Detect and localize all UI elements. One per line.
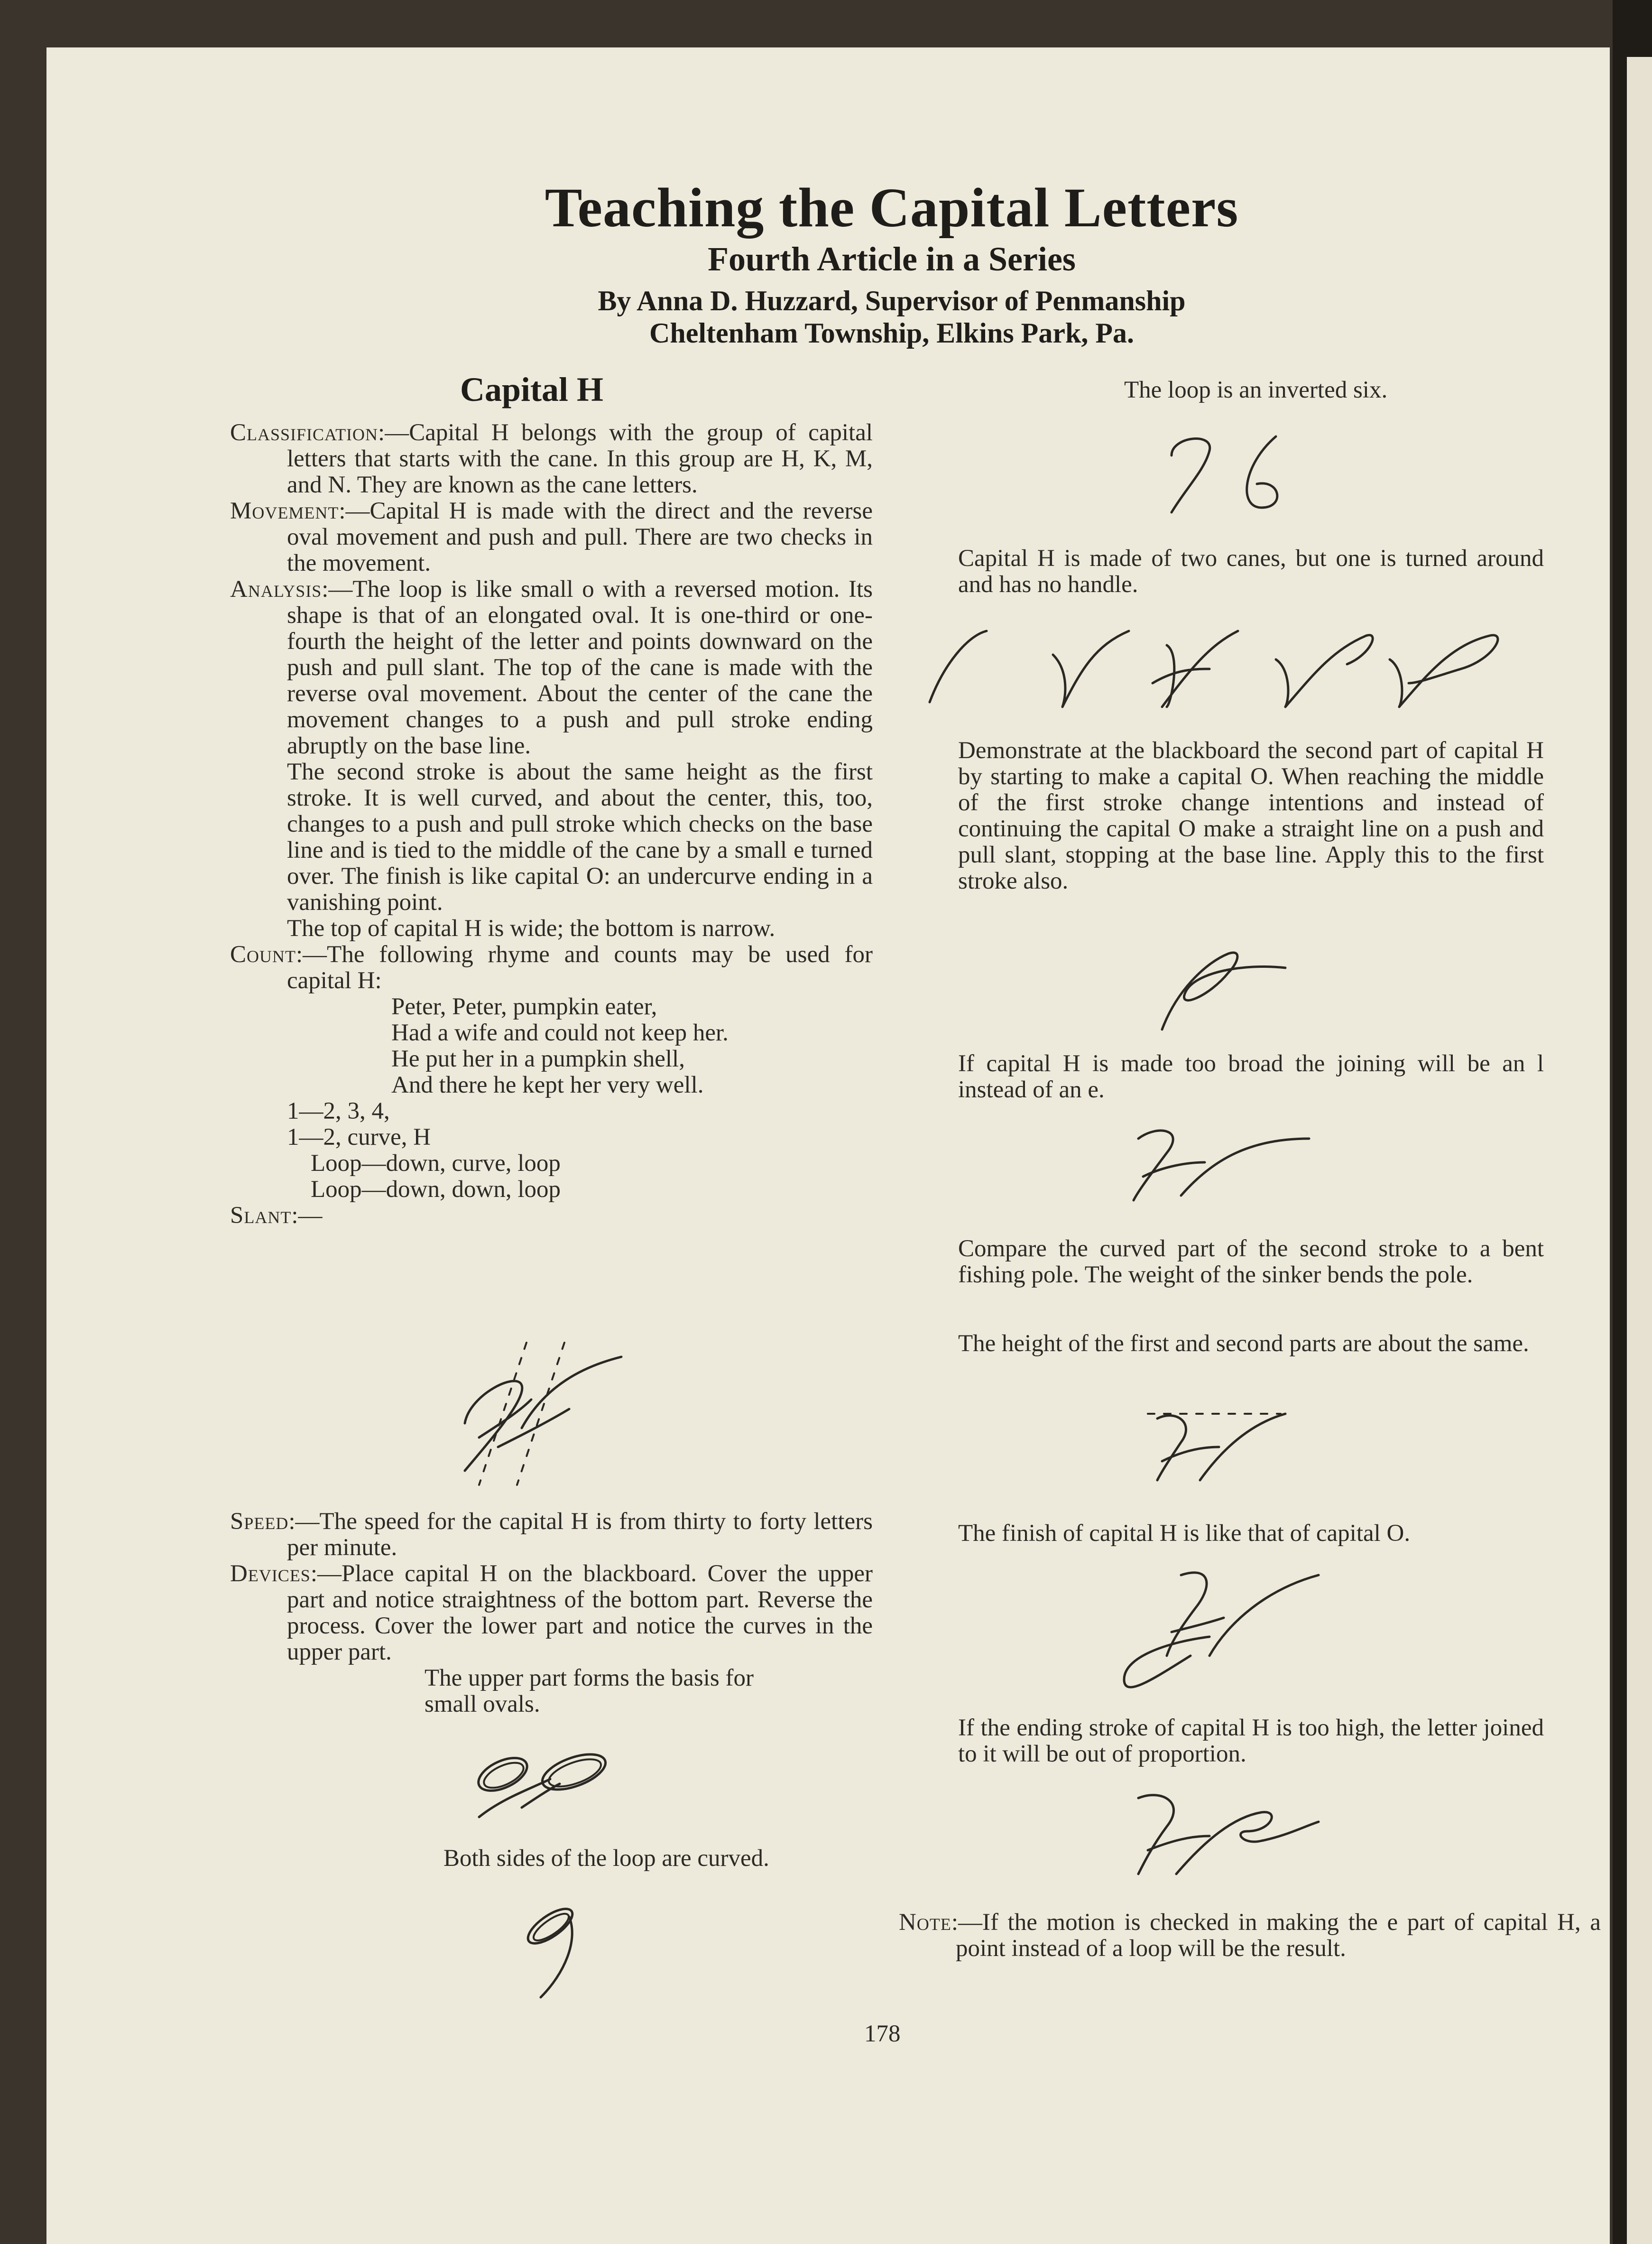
- finish-h-illustration: [1115, 1566, 1333, 1708]
- movement-paragraph: [230, 498, 873, 576]
- count-label: Count: [230, 941, 296, 968]
- left-column-text: [230, 420, 873, 1229]
- count-line: 1—2, curve, H: [287, 1124, 431, 1150]
- two-canes-paragraph: Capital H is made of two canes, but one is turned around and has no handle.: [958, 545, 1544, 598]
- note-label: Note: [899, 1909, 951, 1936]
- ovals-caption-line-2: small ovals.: [425, 1691, 540, 1717]
- count-paragraph: [230, 942, 873, 994]
- speed-label: Speed: [230, 1508, 289, 1535]
- height-paragraph: The height of the first and second parts are about the same.: [958, 1330, 1529, 1357]
- movement-label: Movement: [230, 498, 339, 524]
- demonstrate-paragraph: Demonstrate at the blackboard the second part of capital H by starting to make a capital O. When reaching the middle of the first stroke change intentions and instead of continuing the capital O make a straight line on a push and pull slant, stopping at the base line. Apply this to the first stroke also.: [958, 737, 1544, 894]
- curved-loop-illustration: [517, 1902, 602, 2002]
- devices-paragraph: [230, 1561, 873, 1665]
- slant-label: Slant: [230, 1202, 292, 1229]
- ending-stroke-paragraph: If the ending stroke of capital H is too high, the letter joined to it will be out of proportion.: [958, 1715, 1544, 1767]
- classification-label: Classification: [230, 419, 378, 446]
- page-number: 178: [864, 2021, 901, 2047]
- article-title: Teaching the Capital Letters: [545, 176, 1239, 239]
- count-text: :—The following rhyme and counts may be used for capital H:: [287, 941, 873, 994]
- high-ending-h-illustration: [1129, 1789, 1328, 1883]
- small-ovals-illustration: [465, 1746, 636, 1831]
- rhyme-line: Had a wife and could not keep her.: [391, 1020, 729, 1046]
- slant-paragraph: [230, 1203, 873, 1229]
- article-location: Cheltenham Township, Elkins Park, Pa.: [649, 317, 1134, 349]
- next-page-edge: [1627, 57, 1652, 2244]
- article-subtitle: Fourth Article in a Series: [708, 240, 1076, 278]
- slant-text: :—: [291, 1202, 323, 1229]
- equal-height-h-illustration: [1143, 1404, 1314, 1490]
- note-paragraph: [899, 1910, 1601, 1962]
- rhyme-line: And there he kept her very well.: [391, 1072, 704, 1098]
- devices-label: Devices: [230, 1560, 311, 1587]
- capital-o-stroke-illustration: [1148, 944, 1300, 1039]
- inverted-six-illustration: [1157, 427, 1309, 522]
- classification-paragraph: [230, 420, 873, 498]
- left-column-lower-text: [230, 1509, 873, 1717]
- compare-paragraph: Compare the curved part of the second stroke to a bent fishing pole. The weight of the sinker bends the pole.: [958, 1235, 1544, 1288]
- analysis-paragraph-2: The second stroke is about the same height as the first stroke. It is well curved, and about the center, this, too, changes to a push and pull stroke which checks on the base line and is tied to the middle of the cane by a small e turned over. The finish is like capital O: an undercurve ending in a vanishing point.: [287, 759, 873, 916]
- broad-h-illustration: [1129, 1124, 1319, 1210]
- section-title: Capital H: [460, 371, 604, 408]
- ovals-caption-line-1: The upper part forms the basis for: [425, 1665, 754, 1691]
- count-line: Loop—down, down, loop: [311, 1176, 561, 1203]
- rhyme-line: Peter, Peter, pumpkin eater,: [391, 993, 657, 1020]
- speed-text: :—The speed for the capital H is from thirty to forty letters per minute.: [287, 1508, 873, 1561]
- cane-strokes-illustration: [925, 617, 1518, 721]
- slant-h-illustration: [451, 1328, 640, 1499]
- note-text: :—If the motion is checked in making the e part of capital H, a point instead of a loop will be the result.: [951, 1909, 1601, 1962]
- slant-guide-lines: [479, 1343, 564, 1485]
- analysis-label: Analysis: [230, 576, 322, 603]
- speed-paragraph: [230, 1509, 873, 1561]
- count-line: 1—2, 3, 4,: [287, 1098, 390, 1124]
- analysis-text: :—The loop is like small o with a reversed motion. Its shape is that of an elongated oval. It is one-third or one-fourth the height of the letter and points downward on the push and pull slant. The top of the cane is made with the reverse oval movement. About the center of the cane the movement changes to a push and pull stroke ending abruptly on the base line.: [287, 576, 873, 759]
- article-byline: By Anna D. Huzzard, Supervisor of Penmanship: [598, 285, 1186, 316]
- classification-text: :—Capital H belongs with the group of capital letters that starts with the cane. In this group are H, K, M, and N. They are known as the cane letters.: [287, 419, 873, 498]
- count-line: Loop—down, curve, loop: [311, 1150, 561, 1177]
- rhyme-line: He put her in a pumpkin shell,: [391, 1046, 685, 1072]
- movement-text: :—Capital H is made with the direct and the reverse oval movement and push and pull. There are two checks in the movement.: [287, 498, 873, 576]
- analysis-paragraph-3: The top of capital H is wide; the bottom is narrow.: [287, 915, 775, 942]
- loop-caption: Both sides of the loop are curved.: [443, 1845, 769, 1872]
- finish-caption: The finish of capital H is like that of capital O.: [958, 1520, 1411, 1547]
- inverted-six-caption: The loop is an inverted six.: [1124, 377, 1388, 403]
- too-broad-paragraph: If capital H is made too broad the joining will be an l instead of an e.: [958, 1050, 1544, 1103]
- devices-text: :—Place capital H on the blackboard. Cover the upper part and notice straightness of the bottom part. Reverse the process. Cover the lower part and notice the curves in the upper part.: [287, 1560, 873, 1665]
- analysis-paragraph: [230, 576, 873, 759]
